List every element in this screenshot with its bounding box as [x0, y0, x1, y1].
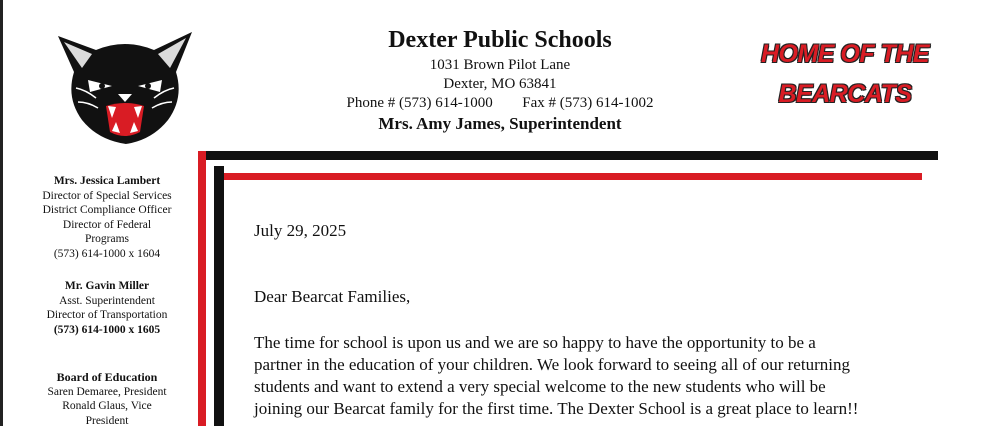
contact-role: Director of Transportation [22, 308, 192, 323]
contact-line [300, 95, 700, 112]
contact-role: District Compliance Officer [22, 203, 192, 218]
address-line-1: 1031 Brown Pilot Lane [300, 57, 700, 74]
contact-role: Director of Special Services [22, 189, 192, 204]
contact-role: Programs [22, 232, 192, 247]
contact-role: Director of Federal [22, 218, 192, 233]
paragraph-line: joining our Bearcat family for the first time. The Dexter School is a great place to learn!! [254, 398, 974, 420]
board-member: Saren Demaree, President [22, 385, 192, 400]
board-member: Ronald Glaus, Vice [22, 399, 192, 414]
scan-edge [0, 0, 3, 426]
letter-salutation: Dear Bearcat Families, [254, 287, 410, 307]
red-inner-bar [214, 173, 922, 180]
sidebar-board [22, 370, 192, 428]
letter-date: July 29, 2025 [254, 221, 346, 241]
superintendent-name: Mrs. Amy James, Superintendent [300, 114, 700, 134]
sidebar-contact-miller [22, 279, 192, 337]
red-left-bar [198, 151, 206, 426]
board-member: President [22, 414, 192, 428]
contact-role: Asst. Superintendent [22, 294, 192, 309]
banner-line-2: BEARCATS [740, 80, 950, 109]
paragraph-line: partner in the education of your children. We look forward to seeing all of our returning [254, 354, 974, 376]
board-heading: Board of Education [22, 370, 192, 385]
contact-name: Mrs. Jessica Lambert [22, 174, 192, 189]
sidebar-contact-lambert [22, 174, 192, 261]
black-inner-bar [214, 166, 224, 426]
bearcat-logo [52, 28, 198, 146]
school-name: Dexter Public Schools [300, 27, 700, 54]
black-top-bar [198, 151, 938, 160]
paragraph-line: The time for school is upon us and we are so happy to have the opportunity to be a [254, 332, 974, 354]
fax-number: Fax # (573) 614-1002 [522, 95, 653, 111]
paragraph-line: students and want to extend a very special welcome to the new students who will be [254, 376, 974, 398]
banner-line-1: HOME OF THE [740, 40, 950, 69]
letter-paragraph [254, 332, 974, 420]
contact-phone: (573) 614-1000 x 1604 [22, 247, 192, 262]
contact-name: Mr. Gavin Miller [22, 279, 192, 294]
address-line-2: Dexter, MO 63841 [300, 76, 700, 93]
contact-phone: (573) 614-1000 x 1605 [22, 323, 192, 338]
phone-number: Phone # (573) 614-1000 [347, 95, 493, 111]
